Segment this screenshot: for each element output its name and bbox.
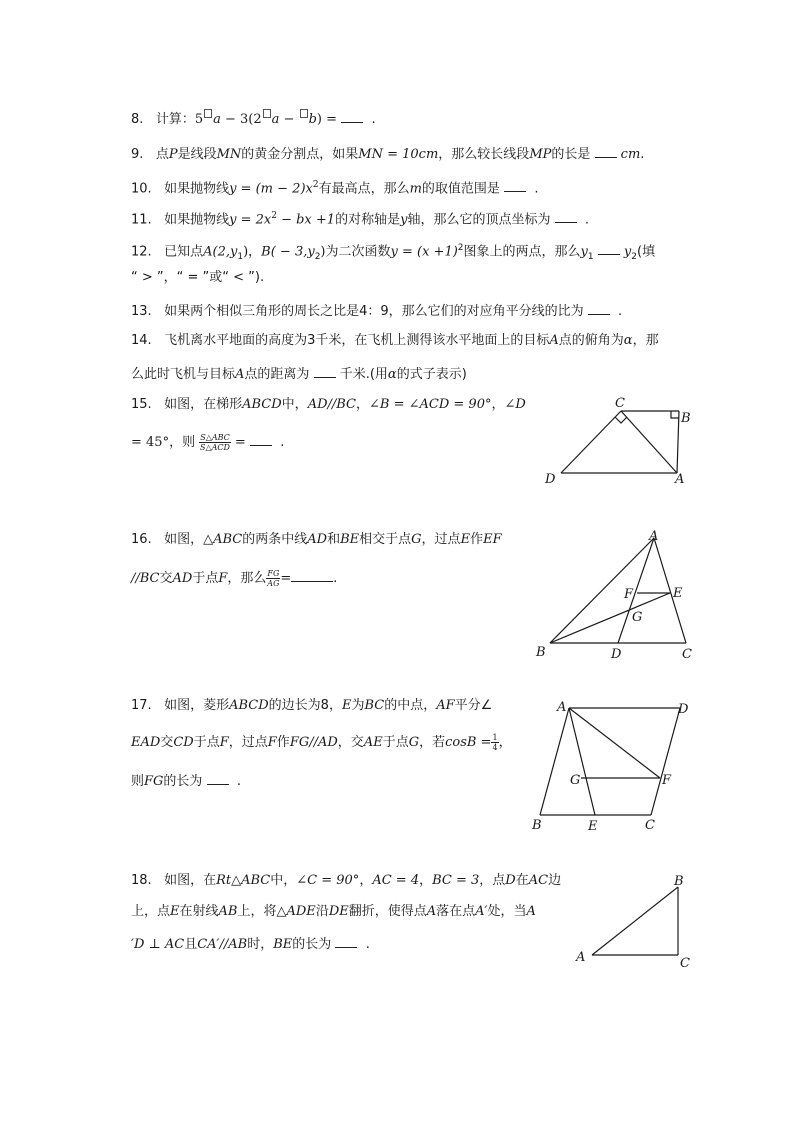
label-A: A bbox=[675, 472, 685, 487]
question-14-line2: 么此时飞机与目标A点的距离为 千米.(用α的式子表示) bbox=[131, 363, 467, 385]
question-17: 17. 如图，菱形ABCD的边长为8，E为BC的中点，AF平分∠ bbox=[131, 698, 493, 713]
question-number: 9. bbox=[131, 147, 144, 162]
question-number: 15. bbox=[131, 397, 152, 412]
question-14: 14. 飞机离水平地面的高度为3千米，在飞机上测得该水平地面上的目标A点的俯角为α，那 bbox=[131, 333, 659, 348]
question-18-line3: ′D ⊥ AC且CA′//AB时，BE的长为 . bbox=[131, 933, 370, 955]
answer-blank[interactable] bbox=[335, 933, 357, 948]
question-18-line2: 上，点E在射线AB上，将△ADE沿DE翻折，使得点A落在点A′处，当A bbox=[131, 904, 536, 919]
question-number: 14. bbox=[131, 333, 152, 348]
label-B: B bbox=[681, 411, 691, 426]
missing-vector-glyph bbox=[300, 109, 308, 118]
answer-blank[interactable] bbox=[504, 177, 526, 192]
question-number: 11. bbox=[131, 212, 152, 228]
question-13: 13. 如果两个相似三角形的周长之比是4：9，那么它们的对应角平分线的比为 . bbox=[131, 300, 622, 322]
label-D: D bbox=[611, 647, 622, 662]
question-15-line2: = 45°，则 $\frac{\text{S△ABC}}{\text{S△ACD}}$ = . bbox=[131, 433, 285, 452]
label-A: A bbox=[576, 950, 586, 965]
question-number: 12. bbox=[131, 244, 152, 260]
question-12-line2: “ > ”，“ = ”或“ < ”). bbox=[131, 270, 265, 285]
question-18: 18. 如图，在Rt△ABC中，∠C = 90°，AC = 4，BC = 3，点D在AC边 bbox=[131, 873, 562, 888]
answer-blank[interactable] bbox=[291, 567, 333, 582]
question-10: 10. 如果抛物线$y = (m - 2)x^2$有最高点，那么m的取值范围是 . bbox=[131, 175, 538, 199]
question-12: 12. 已知点$A(2,y_1)$，$B( - 3,y_2)$为二次函数$y = (x +1)^2$图象上的两点，那么$y_1$ $y_2$(填 bbox=[131, 238, 655, 267]
label-B: B bbox=[532, 818, 542, 833]
answer-blank[interactable] bbox=[598, 240, 620, 255]
label-F: F bbox=[624, 587, 634, 602]
answer-blank[interactable] bbox=[207, 770, 229, 785]
figure-triangle-medians bbox=[530, 525, 705, 665]
label-E: E bbox=[588, 819, 598, 834]
cos-fraction: $\frac{1}{4}$ bbox=[492, 733, 498, 752]
question-9: 9. 点P是线段MN的黄金分割点，如果MN = 10cm，那么较长线段MP的长是 cm. bbox=[131, 143, 644, 165]
figure-trapezoid bbox=[535, 393, 705, 493]
question-11: 11. 如果抛物线$y = 2x^2$ − bx +1的对称轴是y轴，那么它的顶点坐标为 . bbox=[131, 206, 589, 230]
question-8: 8. 计算：5 a − 3(2 a − b) = . bbox=[131, 108, 376, 130]
question-17-line2: EAD交CD于点F，过点F作FG//AD，交AE于点G，若cosB = $\frac{1}{4}$ ， bbox=[131, 733, 512, 752]
question-number: 8. bbox=[131, 112, 144, 127]
question-number: 10. bbox=[131, 181, 152, 197]
area-ratio-fraction: $\frac{\text{S△ABC}}{\text{S△ACD}}$ bbox=[200, 433, 230, 452]
question-16-line2: //BC交AD于点F，那么 $\frac{FG}{AG}$ = . bbox=[131, 569, 338, 588]
label-C: C bbox=[680, 956, 690, 971]
answer-blank[interactable] bbox=[341, 108, 363, 123]
question-16: 16. 如图，△ABC的两条中线AD和BE相交于点G，过点E作EF bbox=[131, 532, 502, 547]
answer-blank[interactable] bbox=[595, 143, 617, 158]
question-15: 15. 如图，在梯形ABCD中，AD//BC，∠B = ∠ACD = 90°，∠D bbox=[131, 397, 526, 412]
label-A: A bbox=[557, 700, 567, 715]
answer-blank[interactable] bbox=[314, 363, 336, 378]
ratio-fraction: $\frac{FG}{AG}$ bbox=[267, 569, 280, 588]
missing-vector-glyph bbox=[204, 109, 212, 118]
label-F: F bbox=[662, 773, 672, 788]
question-number: 18. bbox=[131, 873, 152, 888]
question-number: 17. bbox=[131, 698, 152, 713]
label-C: C bbox=[645, 818, 655, 833]
answer-blank[interactable] bbox=[555, 208, 577, 223]
label-D: D bbox=[678, 702, 689, 717]
question-17-line3: 则FG的长为 . bbox=[131, 770, 241, 792]
answer-blank[interactable] bbox=[588, 300, 610, 315]
label-A: A bbox=[649, 529, 659, 544]
label-B: B bbox=[536, 645, 546, 660]
label-D: D bbox=[545, 472, 556, 487]
label-C: C bbox=[682, 647, 692, 662]
label-G: G bbox=[570, 773, 581, 788]
label-B: B bbox=[674, 874, 684, 889]
label-E: E bbox=[673, 586, 683, 601]
missing-vector-glyph bbox=[263, 109, 271, 118]
label-G: G bbox=[632, 610, 643, 625]
question-number: 16. bbox=[131, 532, 152, 547]
answer-blank[interactable] bbox=[250, 431, 272, 446]
question-number: 13. bbox=[131, 304, 152, 319]
figure-rhombus bbox=[525, 695, 700, 835]
label-C: C bbox=[615, 396, 625, 411]
figure-right-triangle bbox=[570, 868, 700, 973]
